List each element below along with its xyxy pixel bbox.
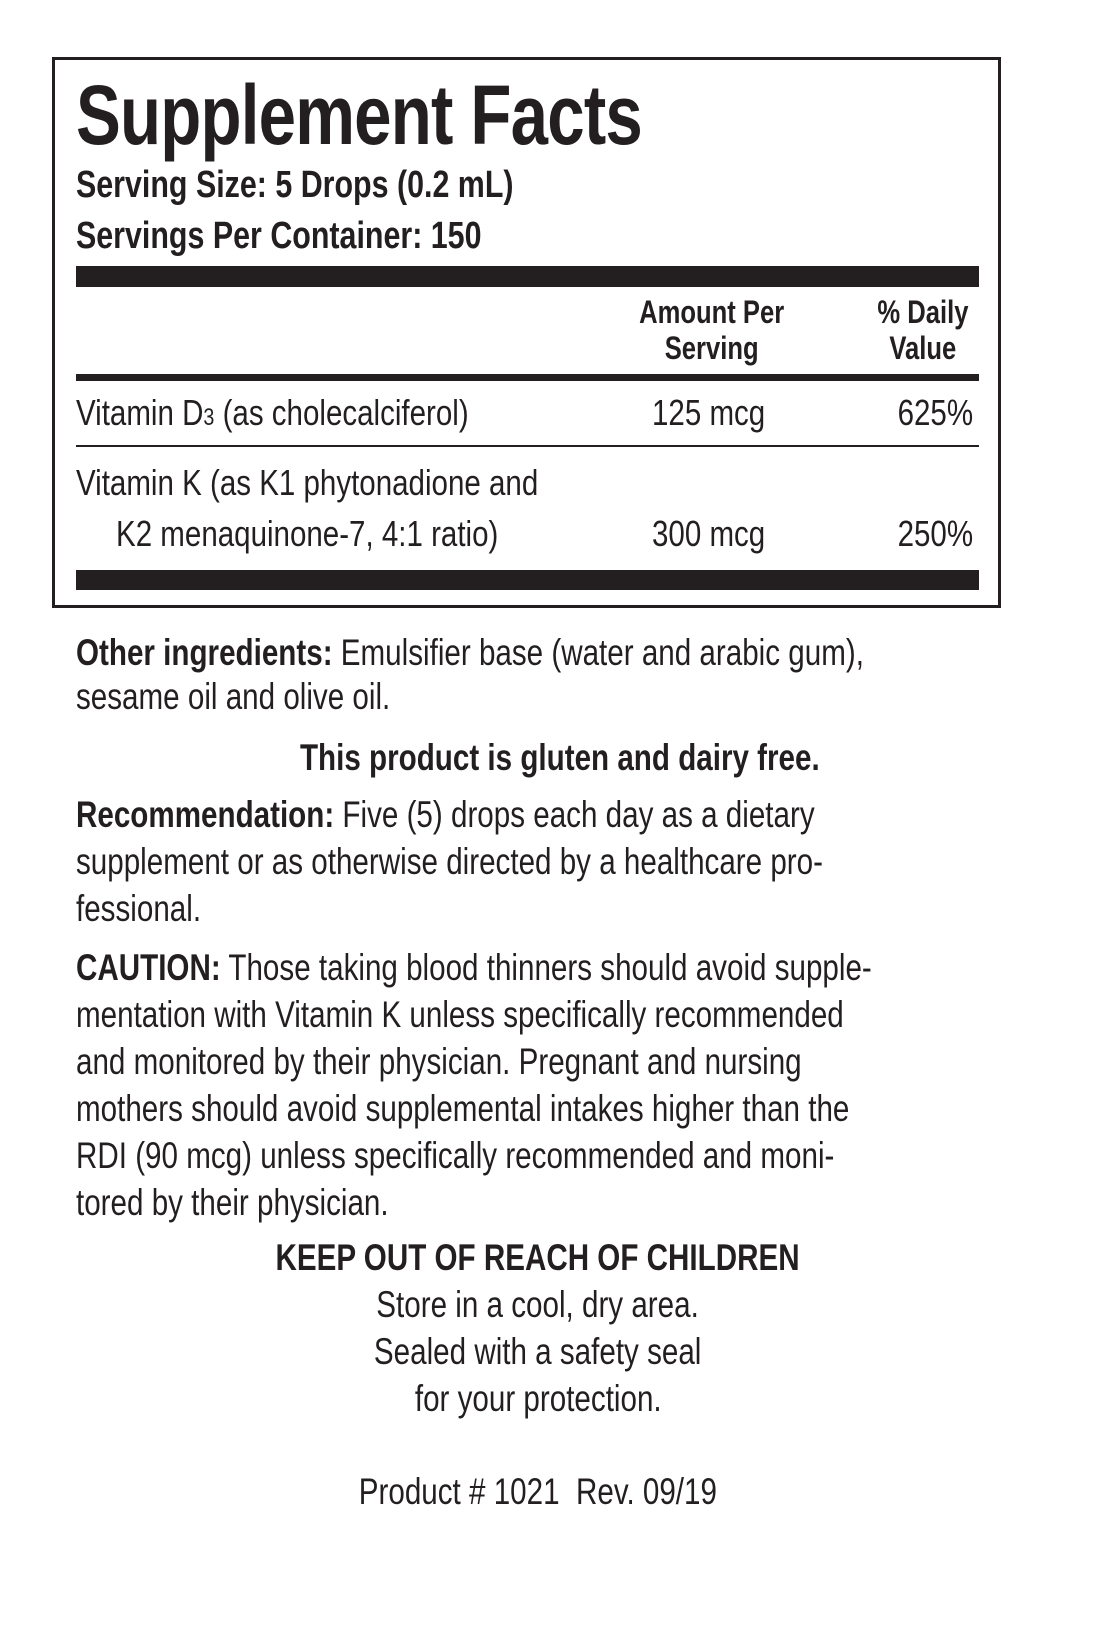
other-ingredients-line1 (76, 629, 1061, 676)
nutrient-row-vitamin-d3-dv (881, 392, 973, 434)
amount-value: 125 mcg (652, 392, 766, 433)
recommendation-line2 (76, 838, 1010, 885)
thick-divider-bottom (76, 570, 979, 590)
daily-value-header (858, 294, 988, 366)
nutrient-row-vitamin-k-dv (881, 513, 973, 555)
recommendation-text: Five (5) drops each day as a dietary (334, 794, 815, 835)
safety-seal-text: for your protection. (414, 1378, 662, 1419)
nutrient-name: Vitamin K (as K1 phytonadione and (76, 462, 539, 503)
safety-seal-line2 (0, 1375, 1088, 1422)
caution-line6 (76, 1179, 467, 1226)
recommendation-line1 (76, 791, 999, 838)
recommendation-line3 (76, 885, 232, 932)
storage-instruction (0, 1281, 1088, 1328)
other-ingredients-line2 (76, 673, 469, 720)
nutrient-row-vitamin-d3-amount (652, 392, 790, 434)
other-ingredients-text: Emulsifier base (water and arabic gum), (332, 632, 864, 673)
nutrient-row-vitamin-k-amount (652, 513, 790, 555)
serving-size-text: Serving Size: 5 Drops (0.2 mL) (76, 164, 514, 206)
caution-label: CAUTION: (76, 947, 221, 988)
revision-date: Rev. 09/19 (576, 1471, 718, 1512)
amount-per-serving-header (612, 294, 812, 366)
caution-line4 (76, 1085, 1043, 1132)
other-ingredients-label: Other ingredients: (76, 632, 333, 673)
caution-text: Those taking blood thinners should avoid supple- (220, 947, 872, 988)
caution-text: mothers should avoid supplemental intakes higher than the (76, 1088, 850, 1129)
servings-per-container (76, 214, 583, 258)
header-divider (76, 374, 979, 381)
servings-per-container-text: Servings Per Container: 150 (76, 215, 482, 257)
caution-line1 (76, 944, 1071, 991)
safety-seal-line1 (0, 1328, 1088, 1375)
recommendation-label: Recommendation: (76, 794, 335, 835)
caution-text: RDI (90 mcg) unless specifically recommended and moni- (76, 1135, 835, 1176)
panel-title (76, 70, 783, 160)
amount-value: 300 mcg (652, 513, 766, 554)
caution-line3 (76, 1038, 983, 1085)
dv-header-line1: % Daily (877, 294, 969, 330)
recommendation-text: fessional. (76, 888, 202, 929)
serving-size (76, 163, 623, 207)
keep-out-of-reach-warning (0, 1234, 1088, 1281)
daily-value: 625% (897, 392, 973, 433)
allergen-statement-text: This product is gluten and dairy free. (300, 737, 820, 778)
keep-out-text: KEEP OUT OF REACH OF CHILDREN (275, 1237, 801, 1278)
amount-header-line2: Serving (665, 330, 759, 366)
caution-text: and monitored by their physician. Pregnant and nursing (76, 1041, 802, 1082)
daily-value: 250% (897, 513, 973, 554)
caution-line2 (76, 991, 1036, 1038)
other-ingredients-text: sesame oil and olive oil. (76, 676, 391, 717)
caution-text: mentation with Vitamin K unless specifically recommended (76, 994, 844, 1035)
nutrient-row-vitamin-d3-name (76, 392, 555, 439)
nutrient-row-vitamin-k-name-line1 (76, 462, 640, 504)
thick-divider-top (76, 266, 979, 287)
amount-header-line1: Amount Per (639, 294, 785, 330)
product-number: Product # 1021 (358, 1471, 560, 1512)
nutrient-name: Vitamin D (76, 392, 204, 433)
nutrient-row-vitamin-k-name-line2 (116, 513, 582, 555)
safety-seal-text: Sealed with a safety seal (374, 1331, 702, 1372)
panel-title-text: Supplement Facts (76, 68, 642, 162)
caution-text: tored by their physician. (76, 1182, 389, 1223)
product-info-footer (0, 1468, 1088, 1515)
nutrient-source: (as cholecalciferol) (214, 392, 469, 433)
storage-text: Store in a cool, dry area. (376, 1284, 700, 1325)
row-divider (76, 445, 979, 447)
allergen-statement (10, 734, 1100, 781)
caution-line5 (76, 1132, 1024, 1179)
dv-header-line2: Value (889, 330, 957, 366)
recommendation-text: supplement or as otherwise directed by a healthcare pro- (76, 841, 823, 882)
nutrient-name-subscript: 3 (203, 404, 215, 431)
nutrient-name-continued: K2 menaquinone-7, 4:1 ratio) (116, 513, 499, 554)
